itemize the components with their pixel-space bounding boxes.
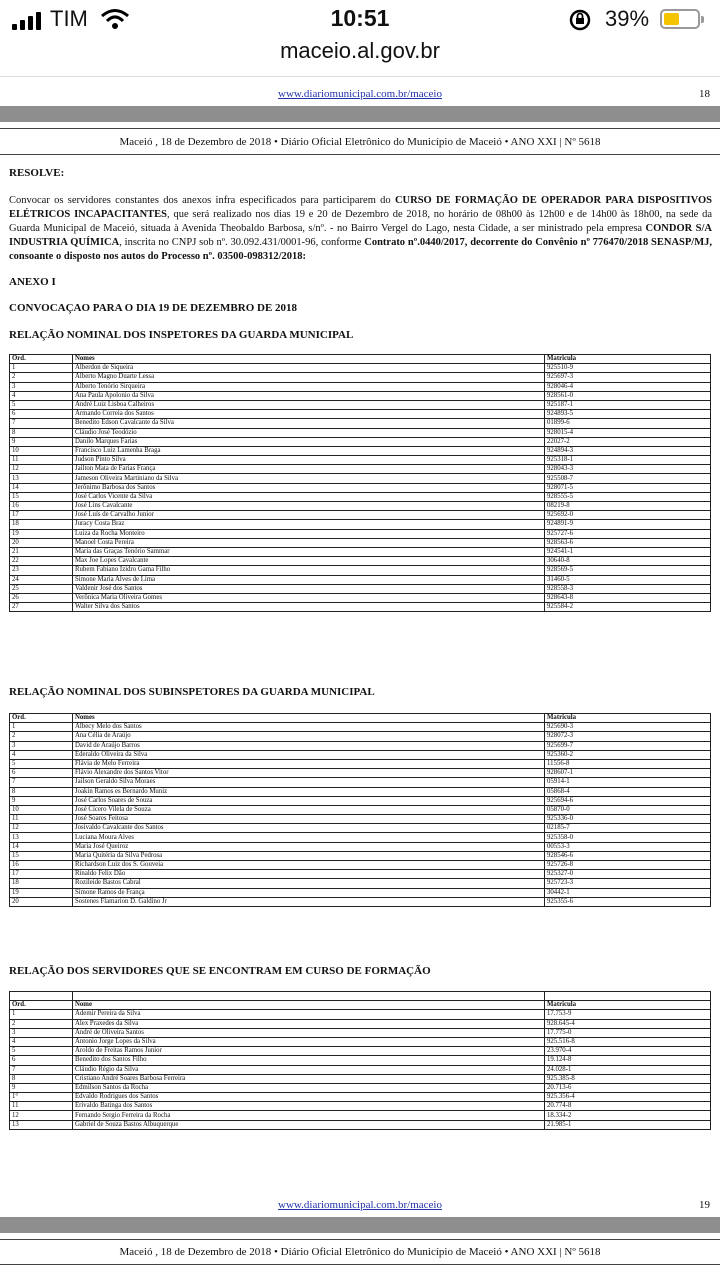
matricula-cell: Matricula <box>545 355 711 364</box>
matricula-cell: 928071-5 <box>545 483 711 492</box>
matricula-cell: 925318-1 <box>545 456 711 465</box>
table-row <box>10 593 711 602</box>
matricula-cell: 925584-2 <box>545 603 711 612</box>
matricula-cell: 924894-3 <box>545 446 711 455</box>
matricula-cell: 928015-4 <box>545 428 711 437</box>
table-row <box>10 1074 711 1083</box>
matricula-cell: 05914-1 <box>545 778 711 787</box>
page-separator <box>0 106 720 122</box>
ord-cell: 3 <box>10 741 73 750</box>
page-separator <box>0 1217 720 1233</box>
ord-cell: 1° <box>10 1093 73 1102</box>
matricula-cell: 31460-5 <box>545 575 711 584</box>
matricula-cell: 928043-3 <box>545 465 711 474</box>
ord-cell: 4 <box>10 1037 73 1046</box>
table-row <box>10 861 711 870</box>
page-number: 19 <box>699 1199 710 1211</box>
battery-percent: 39% <box>605 6 650 31</box>
name-cell: Francisco Luiz Lamenha Braga <box>73 446 545 455</box>
matricula-cell: 925336-0 <box>545 815 711 824</box>
header-rule <box>0 128 720 129</box>
name-cell: Max Joe Lopes Cavalcante <box>73 557 545 566</box>
subinspetores-table <box>9 713 711 907</box>
table-row <box>10 465 711 474</box>
ord-cell: 14 <box>10 483 73 492</box>
matricula-cell: 925327-0 <box>545 870 711 879</box>
name-cell: Fernando Sergio Ferreira da Rocha <box>73 1111 545 1120</box>
table-row <box>10 538 711 547</box>
header-rule <box>0 1264 720 1265</box>
table-row <box>10 520 711 529</box>
ord-cell: 16 <box>10 502 73 511</box>
name-cell: Cláudio José Teodózio <box>73 428 545 437</box>
table-row <box>10 897 711 906</box>
name-cell: Rozileide Bastos Cabral <box>73 879 545 888</box>
table-row <box>10 769 711 778</box>
name-cell: Sostenes Flamarion D. Galdino Jr <box>73 897 545 906</box>
section-title-subinspetores: RELAÇÃO NOMINAL DOS SUBINSPETORES DA GUARDA MUNICIPAL <box>9 686 375 698</box>
ord-cell: 27 <box>10 603 73 612</box>
matricula-cell: 21.985-1 <box>545 1120 711 1129</box>
matricula-cell: Matricula <box>545 714 711 723</box>
table-row <box>10 759 711 768</box>
table-row <box>10 557 711 566</box>
matricula-cell: 925187-1 <box>545 400 711 409</box>
table-row <box>10 1102 711 1111</box>
table-row <box>10 502 711 511</box>
name-cell: Alberto Magno Duarte Lessa <box>73 373 545 382</box>
table-row <box>10 870 711 879</box>
header-rule <box>0 1239 720 1240</box>
matricula-cell: 925690-3 <box>545 723 711 732</box>
ord-cell: 20 <box>10 897 73 906</box>
name-cell: Armando Correia dos Santos <box>73 410 545 419</box>
matricula-cell: 925694-6 <box>545 796 711 805</box>
matricula-cell: 928643-8 <box>545 593 711 602</box>
matricula-cell: 17.753-9 <box>545 1010 711 1019</box>
name-cell: Alberto Tenório Sirqueira <box>73 382 545 391</box>
matricula-cell: 00553-3 <box>545 842 711 851</box>
name-cell: Flávio Alexandre dos Santos Vitor <box>73 769 545 778</box>
ord-cell: 20 <box>10 538 73 547</box>
table-row <box>10 1083 711 1092</box>
table-row <box>10 547 711 556</box>
ord-cell: 12 <box>10 465 73 474</box>
ord-cell: 21 <box>10 547 73 556</box>
table-row <box>10 750 711 759</box>
ord-cell: 18 <box>10 879 73 888</box>
curso-table <box>9 991 711 1130</box>
clock: 10:51 <box>330 5 390 31</box>
matricula-cell: 24.028-1 <box>545 1065 711 1074</box>
matricula-cell: Matricula <box>545 1001 711 1010</box>
name-cell: Nomes <box>73 355 545 364</box>
table-row <box>10 1010 711 1019</box>
name-cell: Erivaldo Batinga dos Santos <box>73 1102 545 1111</box>
address-bar[interactable]: maceio.al.gov.br <box>280 38 440 63</box>
ord-cell: 3 <box>10 382 73 391</box>
ord-cell: 15 <box>10 851 73 860</box>
annex-heading: ANEXO I <box>9 276 56 288</box>
matricula-cell: 20.774-8 <box>545 1102 711 1111</box>
ord-cell: 3 <box>10 1028 73 1037</box>
table-row <box>10 373 711 382</box>
footer-link[interactable]: www.diariomunicipal.com.br/maceio <box>278 88 442 100</box>
name-cell: Alberdon de Siqueira <box>73 364 545 373</box>
table-row <box>10 584 711 593</box>
matricula-cell: 924541-1 <box>545 547 711 556</box>
address-bar-divider <box>0 76 720 77</box>
ord-cell: 7 <box>10 778 73 787</box>
table-row <box>10 437 711 446</box>
matricula-cell: 23.970-4 <box>545 1047 711 1056</box>
inspetores-table <box>9 354 711 612</box>
page-number: 18 <box>699 88 710 100</box>
table-row <box>10 1111 711 1120</box>
table-row <box>10 824 711 833</box>
table-row <box>10 1056 711 1065</box>
matricula-cell: 924893-5 <box>545 410 711 419</box>
table-header-row <box>10 1001 711 1010</box>
name-cell: Jailson Geraldo Silva Moraes <box>73 778 545 787</box>
name-cell: Albecy Melo dos Santos <box>73 723 545 732</box>
matricula-cell: 18.334-2 <box>545 1111 711 1120</box>
table-row <box>10 410 711 419</box>
section-title-curso: RELAÇÃO DOS SERVIDORES QUE SE ENCONTRAM EM CURSO DE FORMAÇÃO <box>9 965 431 977</box>
name-cell: Simone Maria Alves de Lima <box>73 575 545 584</box>
ord-cell: 8 <box>10 787 73 796</box>
table-header-row <box>10 714 711 723</box>
matricula-cell: 928072-3 <box>545 732 711 741</box>
table-row <box>10 529 711 538</box>
table-row <box>10 428 711 437</box>
name-cell: Luciana Moura Alves <box>73 833 545 842</box>
ord-cell: 5 <box>10 1047 73 1056</box>
ord-cell: 1 <box>10 723 73 732</box>
name-cell: Joakin Ramos es Bernardo Muniz <box>73 787 545 796</box>
name-cell: Edmilson Santos da Rocha <box>73 1083 545 1092</box>
ord-cell: 17 <box>10 511 73 520</box>
ord-cell: 5 <box>10 400 73 409</box>
table-row <box>10 732 711 741</box>
name-cell: Flávia de Melo Ferreira <box>73 759 545 768</box>
ord-cell: 25 <box>10 584 73 593</box>
matricula-cell: 925697-3 <box>545 373 711 382</box>
rotation-lock-icon <box>568 8 592 32</box>
matricula-cell: 925510-9 <box>545 364 711 373</box>
matricula-cell: 928555-5 <box>545 492 711 501</box>
matricula-cell: 928046-4 <box>545 382 711 391</box>
ord-cell: 13 <box>10 833 73 842</box>
name-cell: André de Oliveira Santos <box>73 1028 545 1037</box>
name-cell: Manoel Costa Pereira <box>73 538 545 547</box>
name-cell: Jameson Oliveira Martiniano da Silva <box>73 474 545 483</box>
ord-cell: 11 <box>10 815 73 824</box>
matricula-cell: 05870-0 <box>545 805 711 814</box>
ord-cell: 9 <box>10 1083 73 1092</box>
matricula-cell <box>545 992 711 1001</box>
table-row <box>10 1120 711 1129</box>
matricula-cell: 01899-6 <box>545 419 711 428</box>
ord-cell: 7 <box>10 1065 73 1074</box>
ord-cell: 8 <box>10 428 73 437</box>
ord-cell: 12 <box>10 1111 73 1120</box>
table-row <box>10 1019 711 1028</box>
name-cell: Antonio Jorge Lopes da Silva <box>73 1037 545 1046</box>
ord-cell: 6 <box>10 410 73 419</box>
table-row <box>10 456 711 465</box>
ord-cell: 26 <box>10 593 73 602</box>
matricula-cell: 925723-3 <box>545 879 711 888</box>
ord-cell: 2 <box>10 1019 73 1028</box>
name-cell: Benedito Edson Cavalcante da Silva <box>73 419 545 428</box>
name-cell: Edvaldo Rodrigues dos Santos <box>73 1093 545 1102</box>
ord-cell: 9 <box>10 796 73 805</box>
name-cell: Ederaldo Oliveira da Silva <box>73 750 545 759</box>
name-cell: Ana Célia de Araújo <box>73 732 545 741</box>
table-row <box>10 492 711 501</box>
matricula-cell: 30442-1 <box>545 888 711 897</box>
ord-cell: 2 <box>10 373 73 382</box>
name-cell: Rubem Fabiano Izidro Gama Filho <box>73 566 545 575</box>
table-row <box>10 723 711 732</box>
matricula-cell: 30640-8 <box>545 557 711 566</box>
matricula-cell: 11556-8 <box>545 759 711 768</box>
table-row <box>10 778 711 787</box>
matricula-cell: 928561-0 <box>545 391 711 400</box>
matricula-cell: 928607-1 <box>545 769 711 778</box>
ord-cell: 9 <box>10 437 73 446</box>
matricula-cell: 928546-6 <box>545 851 711 860</box>
name-cell: Ana Paula Apolonio da Silva <box>73 391 545 400</box>
name-cell: Danilo Marques Farias <box>73 437 545 446</box>
ord-cell: 23 <box>10 566 73 575</box>
matricula-cell: 925.385-8 <box>545 1074 711 1083</box>
document-header: Maceió , 18 de Dezembro de 2018 • Diário Oficial Eletrônico do Município de Maceió • ANO XXI | Nº 5618 <box>119 136 601 148</box>
name-cell: José Cícero Vilela de Souza <box>73 805 545 814</box>
ord-cell: 24 <box>10 575 73 584</box>
ord-cell: 11 <box>10 1102 73 1111</box>
ord-cell: 5 <box>10 759 73 768</box>
ord-cell: 12 <box>10 824 73 833</box>
table-row <box>10 419 711 428</box>
table-row <box>10 1065 711 1074</box>
table-row <box>10 815 711 824</box>
table-row <box>10 992 711 1001</box>
ord-cell: 6 <box>10 1056 73 1065</box>
ord-cell: 16 <box>10 861 73 870</box>
resolve-heading: RESOLVE: <box>9 167 65 179</box>
ord-cell: 10 <box>10 446 73 455</box>
table-row <box>10 842 711 851</box>
matricula-cell: 928563-6 <box>545 538 711 547</box>
name-cell: Verônica Maria Oliveira Gomes <box>73 593 545 602</box>
matricula-cell: 928.645-4 <box>545 1019 711 1028</box>
ord-cell: 6 <box>10 769 73 778</box>
ord-cell: 2 <box>10 732 73 741</box>
ord-cell: Ord. <box>10 1001 73 1010</box>
table-header-row <box>10 355 711 364</box>
ord-cell: 19 <box>10 888 73 897</box>
footer-link[interactable]: www.diariomunicipal.com.br/maceio <box>278 1199 442 1211</box>
battery-icon <box>660 9 700 29</box>
name-cell: Walter Silva dos Santos <box>73 603 545 612</box>
name-cell: Valdenir José dos Santos <box>73 584 545 593</box>
matricula-cell: 19.124-8 <box>545 1056 711 1065</box>
matricula-cell: 928558-3 <box>545 584 711 593</box>
table-row <box>10 364 711 373</box>
table-row <box>10 575 711 584</box>
name-cell: Luiza da Rocha Monteiro <box>73 529 545 538</box>
ord-cell: 19 <box>10 529 73 538</box>
name-cell: Maria Quitéria da Silva Pedrosa <box>73 851 545 860</box>
ord-cell: 18 <box>10 520 73 529</box>
name-cell: Alex Praxedes da Silva <box>73 1019 545 1028</box>
name-cell: Nome <box>73 1001 545 1010</box>
name-cell: Rinaldo Felix Dão <box>73 870 545 879</box>
name-cell: Maria José Queiroz <box>73 842 545 851</box>
name-cell: Benedito dos Santos Filho <box>73 1056 545 1065</box>
table-row <box>10 833 711 842</box>
matricula-cell: 925508-7 <box>545 474 711 483</box>
table-row <box>10 566 711 575</box>
table-row <box>10 851 711 860</box>
table-row <box>10 796 711 805</box>
name-cell: Nomes <box>73 714 545 723</box>
ord-cell: 10 <box>10 805 73 814</box>
ord-cell: 22 <box>10 557 73 566</box>
table-row <box>10 787 711 796</box>
table-row <box>10 446 711 455</box>
matricula-cell: 925727-6 <box>545 529 711 538</box>
ord-cell: 11 <box>10 456 73 465</box>
name-cell: Josivaldo Cavalcante dos Santos <box>73 824 545 833</box>
name-cell: Cristiano André Soares Barbosa Ferreira <box>73 1074 545 1083</box>
convocation-heading: CONVOCAÇAO PARA O DIA 19 DE DEZEMBRO DE 2018 <box>9 302 298 314</box>
name-cell: Maria das Graças Tenório Sammar <box>73 547 545 556</box>
ord-cell: 17 <box>10 870 73 879</box>
table-row <box>10 1047 711 1056</box>
name-cell: Aroldo de Freitas Ramos Junior <box>73 1047 545 1056</box>
name-cell: Jailton Mata de Farias França <box>73 465 545 474</box>
matricula-cell: 02185-7 <box>545 824 711 833</box>
matricula-cell: 925699-7 <box>545 741 711 750</box>
ord-cell: 1 <box>10 364 73 373</box>
table-row <box>10 888 711 897</box>
name-cell: André Luiz Lisboa Calheiros <box>73 400 545 409</box>
name-cell: Ademir Pereira da Silva <box>73 1010 545 1019</box>
name-cell: Jerônimo Barbosa dos Santos <box>73 483 545 492</box>
ord-cell: 13 <box>10 474 73 483</box>
matricula-cell: 925358-0 <box>545 833 711 842</box>
ord-cell: 14 <box>10 842 73 851</box>
name-cell: José Lins Cavalcante <box>73 502 545 511</box>
document-header: Maceió , 18 de Dezembro de 2018 • Diário Oficial Eletrônico do Município de Maceió • ANO XXI | Nº 5618 <box>119 1246 601 1258</box>
name-cell: Gabriel de Souza Bastos Albuquerque <box>73 1120 545 1129</box>
ord-cell: 7 <box>10 419 73 428</box>
ord-cell: 13 <box>10 1120 73 1129</box>
matricula-cell: 925.356-4 <box>545 1093 711 1102</box>
matricula-cell: 925355-6 <box>545 897 711 906</box>
page-footer-19 <box>0 1199 720 1215</box>
matricula-cell: 22027-2 <box>545 437 711 446</box>
carrier-label: TIM <box>50 6 88 31</box>
section-title-inspetores: RELAÇÃO NOMINAL DOS INSPETORES DA GUARDA MUNICIPAL <box>9 329 354 341</box>
name-cell: José Luís de Carvalho Junior <box>73 511 545 520</box>
name-cell: Juracy Costa Braz <box>73 520 545 529</box>
name-cell: José Soares Feitosa <box>73 815 545 824</box>
ord-cell: 15 <box>10 492 73 501</box>
matricula-cell: 20.713-6 <box>545 1083 711 1092</box>
table-row <box>10 382 711 391</box>
header-rule <box>0 154 720 155</box>
matricula-cell: 08219-8 <box>545 502 711 511</box>
table-row <box>10 741 711 750</box>
name-cell: David de Araújo Barros <box>73 741 545 750</box>
matricula-cell: 17.775-0 <box>545 1028 711 1037</box>
name-cell: José Carlos Soares de Souza <box>73 796 545 805</box>
table-row <box>10 391 711 400</box>
name-cell: Cláudio Régio da Silva <box>73 1065 545 1074</box>
name-cell: Simone Ramos de França <box>73 888 545 897</box>
resolution-paragraph: Convocar os servidores constantes dos anexos infra especificados para participarem do CURSO DE FORMAÇÃO DE OPERADOR PARA DISPOSITIVOS ELÉTRICOS INCAPACITANTES, que será realizado nos dias 19 e 20 de Dezembro de 2018, no horário de 08h00 às 12h00 e de 14h00 às 18h00, na sede da Guarda Municipal de Maceió, situada à Avenida Theobaldo Barbosa, s/nº. - no Bairro Vergel do Lago, nesta Cidade, a ser ministrado pela empresa CONDOR S/A INDUSTRIA QUÍMICA, inscrita no CNPJ sob nº. 30.092.431/0001-96, conforme Contrato nº.0440/2017, decorrente do Convênio nº 776470/2018 SENASP/MJ, consoante o disposto nos autos do Processo nº. 03500-098312/2018: <box>9 195 712 262</box>
ord-cell: Ord. <box>10 355 73 364</box>
ord-cell: 4 <box>10 391 73 400</box>
table-row <box>10 879 711 888</box>
matricula-cell: 928569-5 <box>545 566 711 575</box>
name-cell: Richardson Luiz dos S. Gouveia <box>73 861 545 870</box>
table-row <box>10 1093 711 1102</box>
status-bar <box>0 0 720 40</box>
matricula-cell: 925726-8 <box>545 861 711 870</box>
matricula-cell: 925692-0 <box>545 511 711 520</box>
matricula-cell: 925.516-8 <box>545 1037 711 1046</box>
ord-cell: 1 <box>10 1010 73 1019</box>
page-footer-18 <box>0 88 720 104</box>
table-row <box>10 1037 711 1046</box>
table-row <box>10 474 711 483</box>
matricula-cell: 05868-4 <box>545 787 711 796</box>
ord-cell: 4 <box>10 750 73 759</box>
name-cell <box>73 992 545 1001</box>
table-row <box>10 805 711 814</box>
table-row <box>10 400 711 409</box>
ord-cell: 8 <box>10 1074 73 1083</box>
table-row <box>10 1028 711 1037</box>
ord-cell <box>10 992 73 1001</box>
table-row <box>10 483 711 492</box>
matricula-cell: 924891-9 <box>545 520 711 529</box>
name-cell: José Carlos Vicente da Silva <box>73 492 545 501</box>
matricula-cell: 925360-2 <box>545 750 711 759</box>
ord-cell: Ord. <box>10 714 73 723</box>
table-row <box>10 603 711 612</box>
name-cell: Judson Pinto Silva <box>73 456 545 465</box>
table-row <box>10 511 711 520</box>
